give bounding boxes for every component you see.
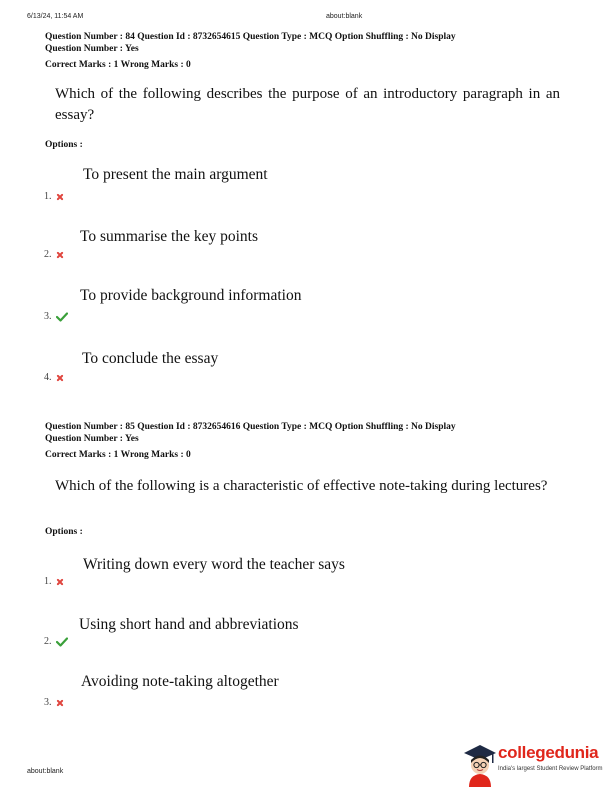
question-meta-line: Question Number : Yes — [45, 434, 139, 444]
option-number — [44, 697, 64, 708]
options-label: Options : — [45, 527, 83, 537]
logo-wordmark: collegedunia — [498, 743, 599, 762]
option-text: To conclude the essay — [82, 350, 219, 367]
print-url: about:blank — [326, 13, 363, 20]
option-text: Writing down every word the teacher says — [83, 556, 345, 573]
mascot-icon — [462, 741, 498, 787]
cross-icon — [56, 374, 64, 382]
cross-icon — [56, 251, 64, 259]
question-meta-line: Question Number : 85 Question Id : 8732654616 Question Type : MCQ Option Shuffling : No Display — [45, 422, 456, 432]
option-text: Using short hand and abbreviations — [79, 616, 299, 633]
cross-icon — [56, 578, 64, 586]
option-number-label: 4. — [44, 372, 52, 383]
question-meta-85 — [45, 421, 456, 461]
option-number-label: 3. — [44, 697, 52, 708]
question-meta-line: Question Number : 84 Question Id : 8732654615 Question Type : MCQ Option Shuffling : No Display — [45, 32, 456, 42]
print-timestamp: 6/13/24, 11:54 AM — [27, 13, 84, 20]
collegedunia-logo — [462, 741, 612, 789]
logo-tagline: India's largest Student Review Platform — [498, 766, 603, 772]
option-text: Avoiding note-taking altogether — [81, 673, 279, 690]
options-label: Options : — [45, 140, 83, 150]
option-number-label: 3. — [44, 311, 52, 322]
option-number-label: 1. — [44, 191, 52, 202]
cross-icon — [56, 699, 64, 707]
check-icon — [56, 637, 68, 647]
question-text-85: Which of the following is a characteristic of effective note-taking during lectures? — [55, 478, 548, 494]
question-meta-line: Question Number : Yes — [45, 44, 139, 54]
option-number — [44, 191, 64, 202]
question-meta-84 — [45, 31, 456, 71]
option-number — [44, 249, 64, 260]
option-text: To summarise the key points — [80, 228, 259, 245]
marks-line: Correct Marks : 1 Wrong Marks : 0 — [45, 450, 191, 460]
marks-line: Correct Marks : 1 Wrong Marks : 0 — [45, 60, 191, 70]
option-number-label: 2. — [44, 636, 52, 647]
option-number-label: 1. — [44, 576, 52, 587]
option-number — [44, 372, 64, 383]
option-text: To provide background information — [80, 287, 302, 304]
question-text-84: Which of the following describes the purpose of an introductory paragraph in an essay? — [55, 86, 560, 123]
cross-icon — [56, 193, 64, 201]
option-number-label: 2. — [44, 249, 52, 260]
check-icon — [56, 312, 68, 322]
option-number — [44, 576, 64, 587]
footer-url: about:blank — [27, 768, 64, 775]
option-number — [44, 636, 68, 647]
option-number — [44, 311, 68, 322]
option-text: To present the main argument — [83, 166, 268, 183]
